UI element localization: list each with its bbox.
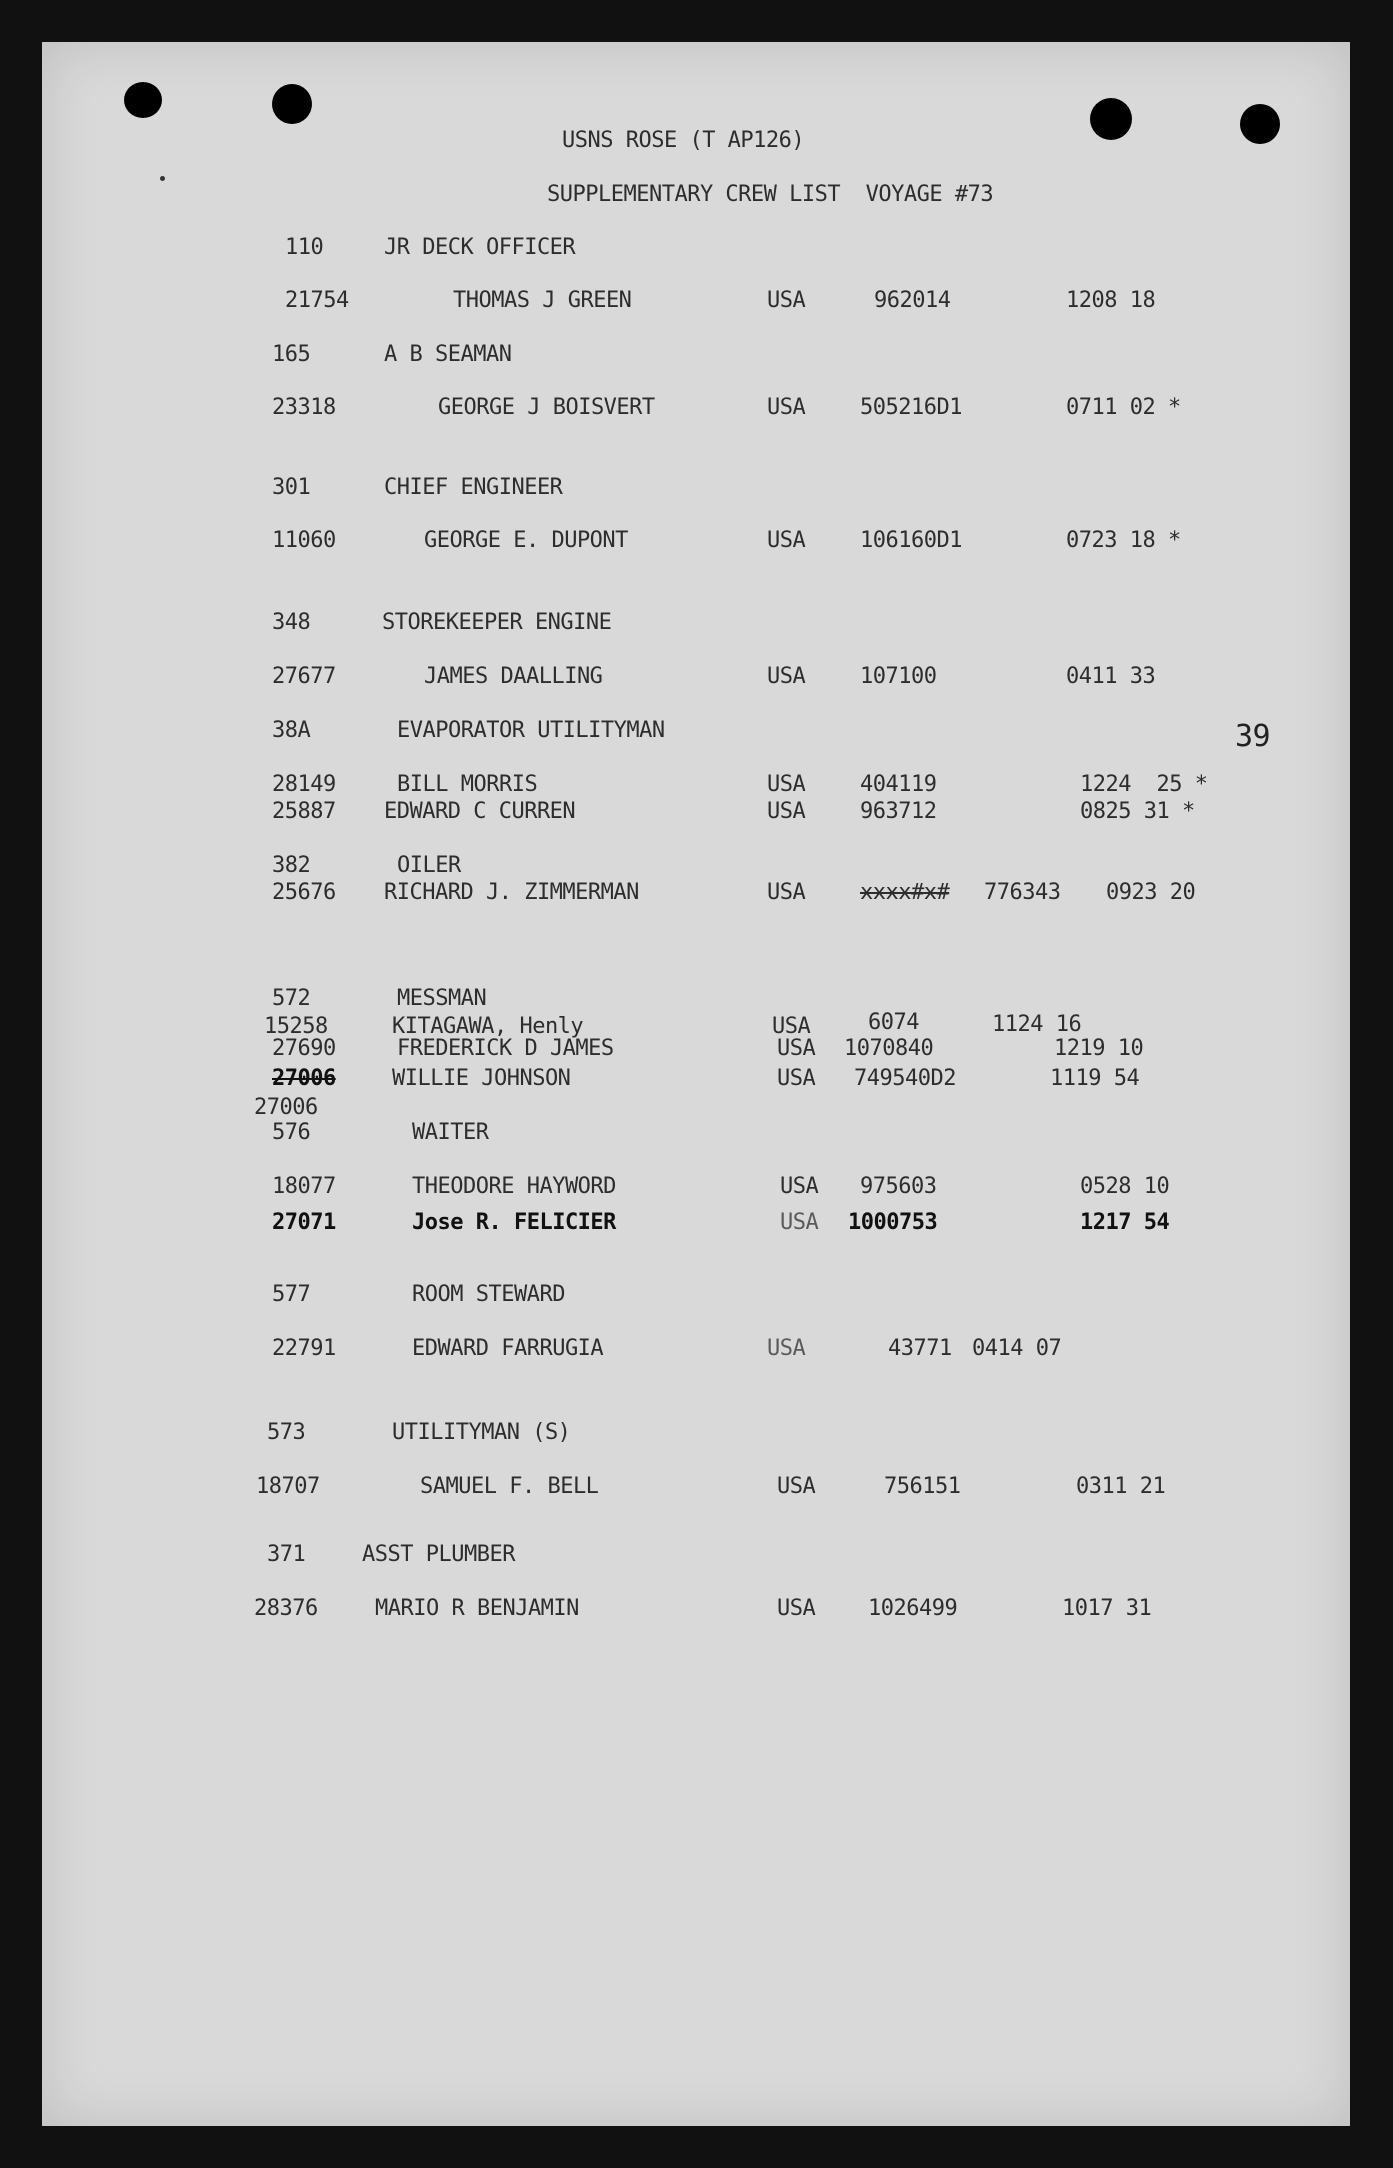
crew-document: 505216D1 xyxy=(860,395,962,420)
section-title: UTILITYMAN (S) xyxy=(392,1420,571,1445)
crew-document: 107100 xyxy=(860,664,937,689)
crew-date: 0528 10 xyxy=(1080,1174,1170,1199)
crew-nationality: USA xyxy=(772,1014,811,1039)
crew-document: 106160D1 xyxy=(860,528,962,553)
section-title: OILER xyxy=(397,853,461,878)
section-code: 371 xyxy=(267,1542,306,1567)
crew-nationality: USA xyxy=(777,1596,816,1621)
punch-hole xyxy=(124,82,162,118)
crew-document: 776343 xyxy=(984,880,1061,905)
page-number: 39 xyxy=(1235,719,1271,754)
crew-nationality: USA xyxy=(767,799,806,824)
crew-nationality: USA xyxy=(767,1336,806,1361)
crew-name: MARIO R BENJAMIN xyxy=(375,1596,579,1621)
document-title: USNS ROSE (T AP126) xyxy=(562,128,805,153)
crew-date: 1217 54 xyxy=(1080,1210,1170,1235)
crew-date: 1224 25 * xyxy=(1080,772,1208,797)
crew-document: 756151 xyxy=(884,1474,961,1499)
crew-date: 1017 31 xyxy=(1062,1596,1152,1621)
crew-date: 0923 20 xyxy=(1106,880,1196,905)
struck-crew-id: 27006 xyxy=(272,1066,336,1091)
crew-document: 962014 xyxy=(874,288,951,313)
crew-id: 25887 xyxy=(272,799,336,824)
crew-name: RICHARD J. ZIMMERMAN xyxy=(384,880,639,905)
crew-id: 22791 xyxy=(272,1336,336,1361)
crew-document: 1000753 xyxy=(848,1210,938,1235)
section-title: ROOM STEWARD xyxy=(412,1282,565,1307)
section-code: 577 xyxy=(272,1282,311,1307)
crew-name: EDWARD FARRUGIA xyxy=(412,1336,604,1361)
crew-id: 27690 xyxy=(272,1036,336,1061)
crew-date: 0825 31 * xyxy=(1080,799,1195,824)
crew-id: 28376 xyxy=(254,1596,318,1621)
crew-document: 404119 xyxy=(860,772,937,797)
crew-name: SAMUEL F. BELL xyxy=(420,1474,599,1499)
crew-document: 43771 xyxy=(888,1336,952,1361)
speck xyxy=(160,176,165,181)
section-code: 573 xyxy=(267,1420,306,1445)
section-code: 301 xyxy=(272,475,311,500)
section-code: 382 xyxy=(272,853,311,878)
document-page xyxy=(42,42,1350,2126)
crew-id: 27677 xyxy=(272,664,336,689)
crew-name: THOMAS J GREEN xyxy=(453,288,632,313)
crew-nationality: USA xyxy=(767,772,806,797)
crew-id: 23318 xyxy=(272,395,336,420)
crew-id: 11060 xyxy=(272,528,336,553)
crew-name: THEODORE HAYWORD xyxy=(412,1174,616,1199)
crew-nationality: USA xyxy=(767,880,806,905)
section-title: EVAPORATOR UTILITYMAN xyxy=(397,718,665,743)
punch-hole xyxy=(1240,104,1280,144)
crew-date: 0311 21 xyxy=(1076,1474,1166,1499)
crew-id: 15258 xyxy=(264,1014,328,1039)
crew-id: 18077 xyxy=(272,1174,336,1199)
crew-document: 6074 xyxy=(868,1010,919,1035)
crew-name: FREDERICK D JAMES xyxy=(397,1036,614,1061)
crew-date: 1119 54 xyxy=(1050,1066,1140,1091)
document-subtitle: SUPPLEMENTARY CREW LIST VOYAGE #73 xyxy=(547,182,994,207)
section-title: CHIEF ENGINEER xyxy=(384,475,563,500)
crew-date: 0414 07 xyxy=(972,1336,1062,1361)
crew-name: KITAGAWA, Henly xyxy=(392,1014,584,1039)
struck-document: xxxx#x# xyxy=(860,880,950,905)
crew-nationality: USA xyxy=(767,528,806,553)
crew-nationality: USA xyxy=(767,288,806,313)
crew-id: 25676 xyxy=(272,880,336,905)
crew-id: 18707 xyxy=(256,1474,320,1499)
crew-nationality: USA xyxy=(767,664,806,689)
crew-name: Jose R. FELICIER xyxy=(412,1210,616,1235)
section-title: JR DECK OFFICER xyxy=(384,235,576,260)
crew-name: JAMES DAALLING xyxy=(424,664,603,689)
crew-date: 1208 18 xyxy=(1066,288,1156,313)
crew-date: 1124 16 xyxy=(992,1012,1082,1037)
crew-id: 21754 xyxy=(285,288,349,313)
punch-hole xyxy=(272,84,312,124)
crew-nationality: USA xyxy=(777,1066,816,1091)
crew-name: BILL MORRIS xyxy=(397,772,538,797)
section-title: MESSMAN xyxy=(397,986,487,1011)
section-title: A B SEAMAN xyxy=(384,342,512,367)
crew-document: 749540D2 xyxy=(854,1066,956,1091)
punch-hole xyxy=(1090,98,1132,140)
crew-name: WILLIE JOHNSON xyxy=(392,1066,571,1091)
crew-nationality: USA xyxy=(780,1174,819,1199)
crew-document: 975603 xyxy=(860,1174,937,1199)
crew-id: 27006 xyxy=(254,1095,318,1120)
crew-nationality: USA xyxy=(777,1474,816,1499)
crew-date: 1219 10 xyxy=(1054,1036,1144,1061)
crew-date: 0411 33 xyxy=(1066,664,1156,689)
crew-nationality: USA xyxy=(767,395,806,420)
crew-nationality: USA xyxy=(777,1036,816,1061)
section-title: ASST PLUMBER xyxy=(362,1542,515,1567)
crew-id: 27071 xyxy=(272,1210,336,1235)
crew-name: GEORGE E. DUPONT xyxy=(424,528,628,553)
section-code: 348 xyxy=(272,610,311,635)
crew-name: GEORGE J BOISVERT xyxy=(438,395,655,420)
section-code: 576 xyxy=(272,1120,311,1145)
crew-id: 28149 xyxy=(272,772,336,797)
crew-document: 963712 xyxy=(860,799,937,824)
crew-date: 0723 18 * xyxy=(1066,528,1181,553)
crew-document: 1026499 xyxy=(868,1596,958,1621)
section-title: WAITER xyxy=(412,1120,489,1145)
crew-document: 1070840 xyxy=(844,1036,934,1061)
section-code: 110 xyxy=(285,235,324,260)
section-title: STOREKEEPER ENGINE xyxy=(382,610,612,635)
crew-nationality: USA xyxy=(780,1210,819,1235)
section-code: 165 xyxy=(272,342,311,367)
section-code: 572 xyxy=(272,986,311,1011)
crew-date: 0711 02 * xyxy=(1066,395,1181,420)
crew-name: EDWARD C CURREN xyxy=(384,799,576,824)
section-code: 38A xyxy=(272,718,311,743)
